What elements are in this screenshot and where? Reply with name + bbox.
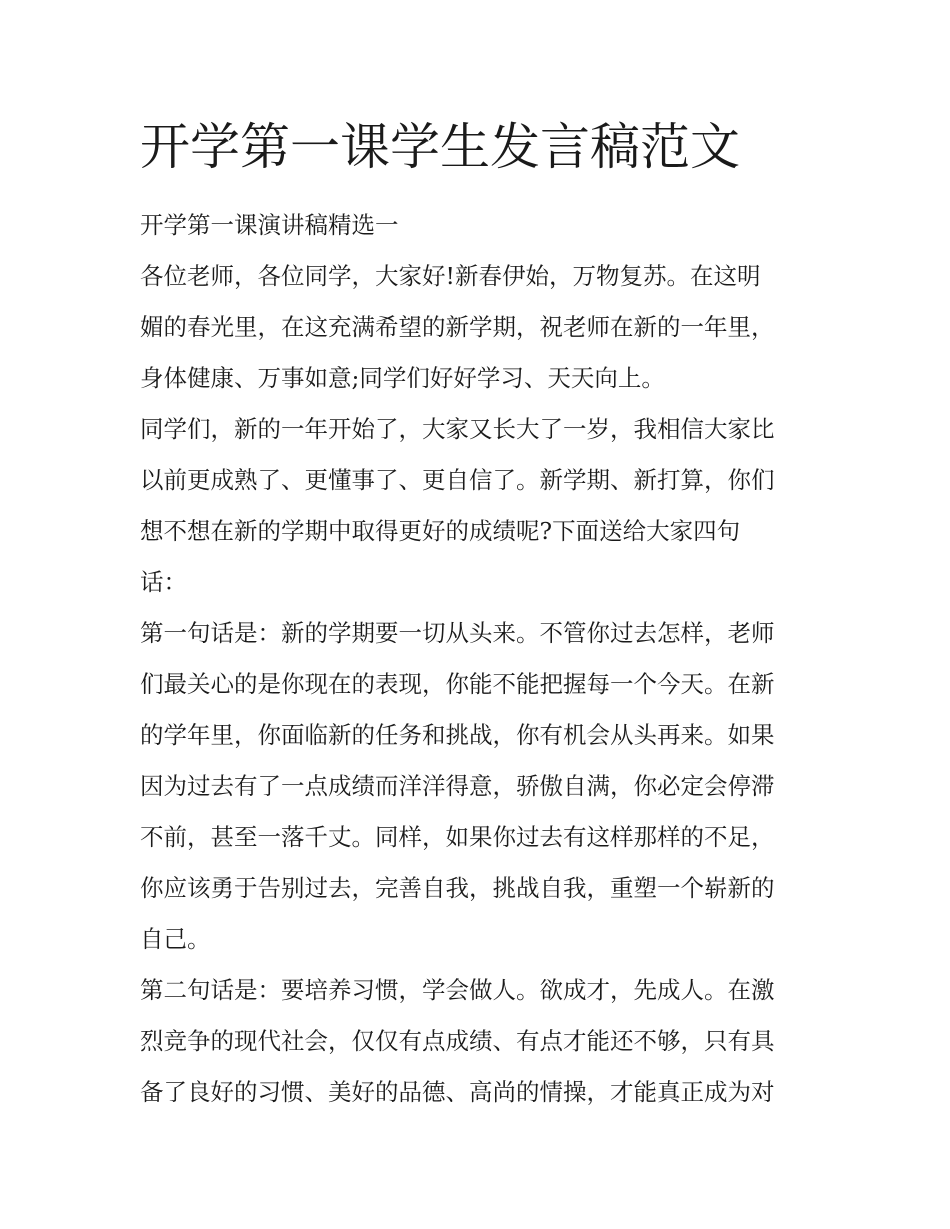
text-line: 话：	[140, 568, 187, 596]
paragraph-second-point	[140, 965, 820, 1118]
text-line: 们最关心的是你现在的表现，你能不能把握每一个今天。在新	[140, 670, 775, 698]
paragraph-intro	[140, 404, 820, 608]
document-title: 开学第一课学生发言稿范文	[140, 118, 740, 176]
text-line: 不前，甚至一落千丈。同样，如果你过去有这样那样的不足，	[140, 823, 775, 851]
text-line: 自己。	[140, 925, 211, 953]
text-line: 身体健康、万事如意;同学们好好学习、天天向上。	[140, 364, 665, 392]
text-line: 第二句话是：要培养习惯，学会做人。欲成才，先成人。在激	[140, 976, 775, 1004]
paragraph-first-point	[140, 608, 820, 965]
text-line: 第一句话是：新的学期要一切从头来。不管你过去怎样，老师	[140, 619, 775, 647]
text-line: 想不想在新的学期中取得更好的成绩呢?下面送给大家四句	[140, 517, 741, 545]
section-subtitle: 开学第一课演讲稿精选一	[140, 211, 399, 239]
text-line: 烈竞争的现代社会，仅仅有点成绩、有点才能还不够，只有具	[140, 1027, 775, 1055]
text-line: 你应该勇于告别过去，完善自我，挑战自我，重塑一个崭新的	[140, 874, 775, 902]
document-body	[140, 112, 820, 1118]
text-line: 备了良好的习惯、美好的品德、高尚的情操，才能真正成为对	[140, 1078, 775, 1106]
text-line: 以前更成熟了、更懂事了、更自信了。新学期、新打算，你们	[140, 466, 775, 494]
text-line: 因为过去有了一点成绩而洋洋得意，骄傲自满，你必定会停滞	[140, 772, 775, 800]
text-line: 各位老师，各位同学，大家好!新春伊始，万物复苏。在这明	[140, 262, 761, 290]
text-line: 媚的春光里，在这充满希望的新学期，祝老师在新的一年里，	[140, 313, 775, 341]
paragraph-greeting	[140, 251, 820, 404]
text-line: 同学们，新的一年开始了，大家又长大了一岁，我相信大家比	[140, 415, 775, 443]
text-line: 的学年里，你面临新的任务和挑战，你有机会从头再来。如果	[140, 721, 775, 749]
